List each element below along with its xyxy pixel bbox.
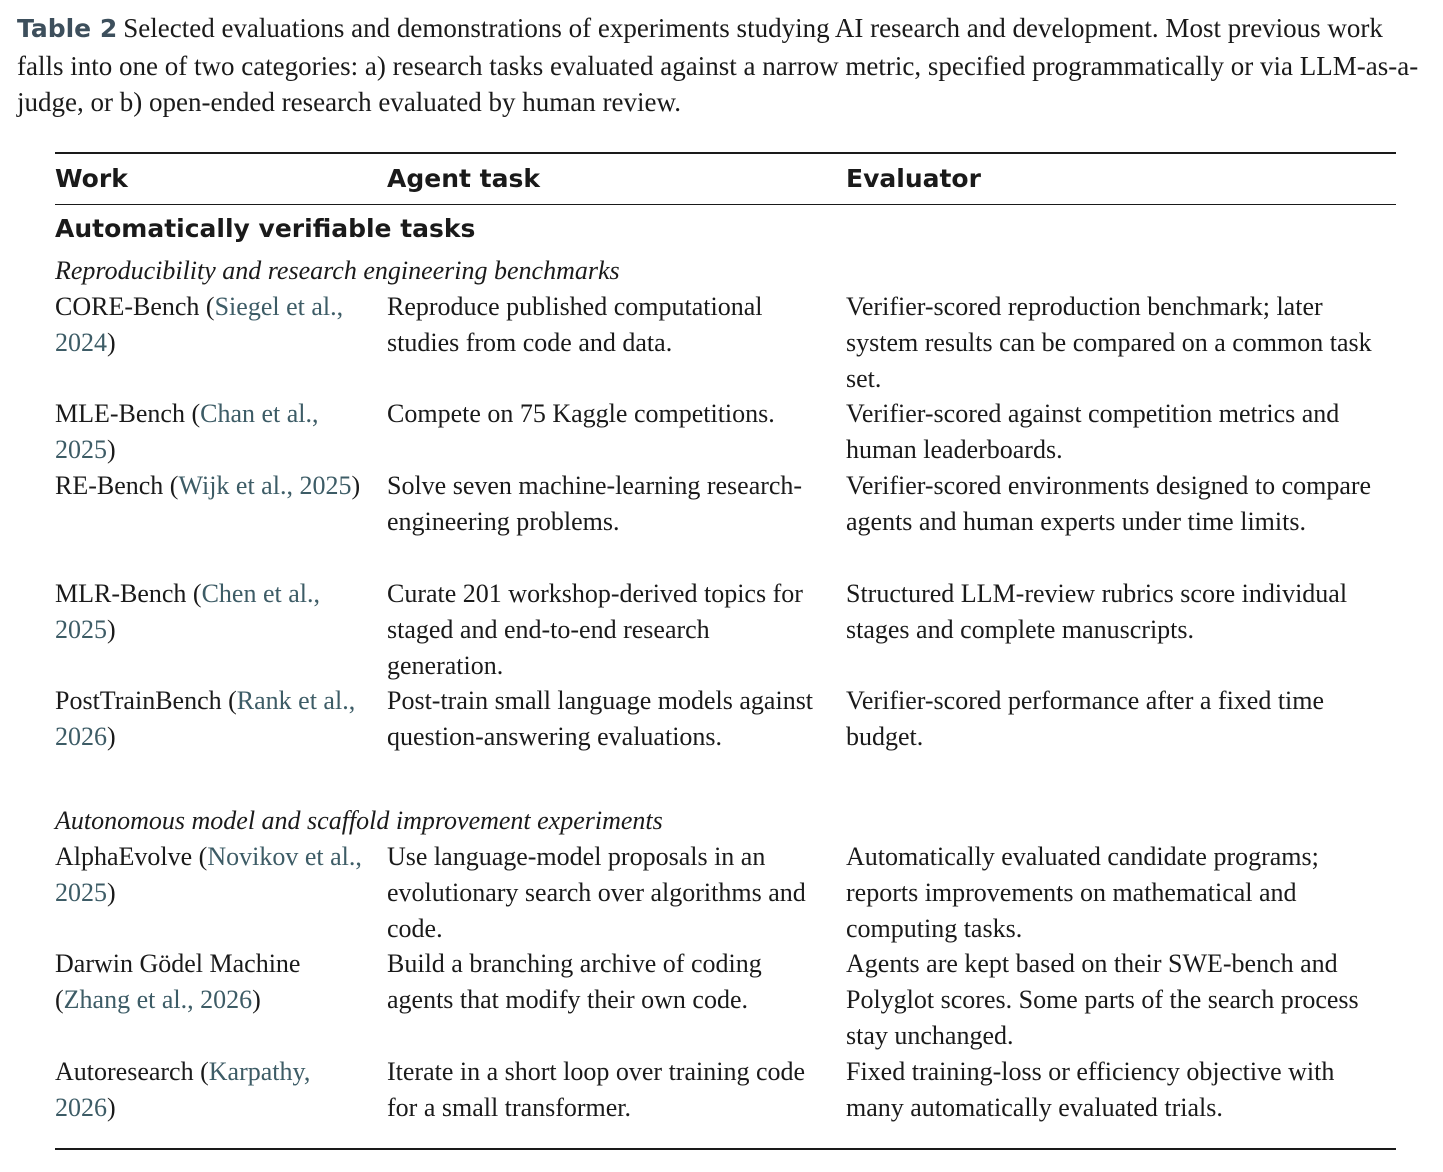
work-cell: RE-Bench (Wijk et al., 2025) [55, 471, 361, 500]
table-row [55, 683, 1396, 791]
agent-task-cell: Curate 201 workshop-derived topics for staged and end-to-end research generation. [387, 579, 803, 680]
table-row [55, 468, 1396, 576]
agent-task-cell: Use language-model proposals in an evolutionary search over algorithms and code. [387, 842, 806, 943]
citation-link[interactable]: Wijk et al., 2025 [178, 471, 352, 500]
agent-task-cell: Compete on 75 Kaggle competitions. [387, 399, 775, 428]
evaluator-cell: Automatically evaluated candidate programs; reports improvements on mathematical and computing tasks. [846, 842, 1319, 943]
work-cell: AlphaEvolve (Novikov et al., 2025) [55, 842, 362, 907]
citation-link[interactable]: Chen et al., 2025 [55, 579, 321, 644]
header-agent-task: Agent task [387, 164, 540, 193]
work-cell: Autoresearch (Karpathy, 2026) [55, 1057, 311, 1122]
caption-text: Selected evaluations and demonstrations of experiments studying AI research and development. Most previous work falls into one of two categories: a) research tasks evaluated against a narrow metric, specified programmatically or via LLM-as-a-judge, or b) open-ended research evaluated by human review. [17, 13, 1419, 117]
agent-task-cell: Build a branching archive of coding agents that modify their own code. [387, 949, 762, 1014]
evaluator-cell: Verifier-scored environments designed to compare agents and human experts under time limits. [846, 471, 1372, 536]
comparison-table [55, 152, 1396, 1126]
table-bottom-rule [55, 1148, 1396, 1150]
citation-link[interactable]: Chan et al., 2025 [55, 399, 319, 464]
work-cell: Darwin Gödel Machine (Zhang et al., 2026) [55, 949, 301, 1014]
work-cell: PostTrainBench (Rank et al., 2026) [55, 686, 356, 751]
evaluator-cell: Verifier-scored reproduction benchmark; later system results can be compared on a common task set. [846, 292, 1372, 393]
work-cell: MLR-Bench (Chen et al., 2025) [55, 579, 321, 644]
agent-task-cell: Reproduce published computational studies from code and data. [387, 292, 763, 357]
evaluator-cell: Agents are kept based on their SWE-bench and Polyglot scores. Some parts of the search process stay unchanged. [846, 949, 1359, 1050]
evaluator-cell: Structured LLM-review rubrics score individual stages and complete manuscripts. [846, 579, 1348, 644]
citation-link[interactable]: Zhang et al., 2026 [63, 985, 253, 1014]
evaluator-cell: Fixed training-loss or efficiency objective with many automatically evaluated trials. [846, 1057, 1335, 1122]
table-header-row [55, 154, 1396, 204]
header-work: Work [55, 164, 128, 193]
table-row [55, 576, 1396, 683]
group-heading: Reproducibility and research engineering benchmarks [55, 256, 620, 285]
evaluator-cell: Verifier-scored performance after a fixed time budget. [846, 686, 1325, 751]
work-cell: MLE-Bench (Chan et al., 2025) [55, 399, 319, 464]
work-cell: CORE-Bench (Siegel et al., 2024) [55, 292, 344, 357]
agent-task-cell: Post-train small language models against question-answering evaluations. [387, 686, 814, 751]
agent-task-cell: Iterate in a short loop over training code for a small transformer. [387, 1057, 806, 1122]
citation-link[interactable]: Novikov et al., 2025 [55, 842, 362, 907]
group-heading: Autonomous model and scaffold improvement experiments [55, 806, 663, 835]
table-caption [17, 10, 1433, 121]
citation-link[interactable]: Rank et al., 2026 [55, 686, 356, 751]
citation-link[interactable]: Siegel et al., 2024 [55, 292, 344, 357]
table-row [55, 396, 1396, 468]
table-row [55, 289, 1396, 396]
section-heading: Automatically verifiable tasks [55, 214, 476, 243]
table-label: Table 2 [17, 14, 118, 43]
evaluator-cell: Verifier-scored against competition metrics and human leaderboards. [846, 399, 1340, 464]
agent-task-cell: Solve seven machine-learning research-engineering problems. [387, 471, 803, 536]
table-row [55, 839, 1396, 946]
citation-link[interactable]: Karpathy, 2026 [55, 1057, 311, 1122]
table-row [55, 1054, 1396, 1126]
table-row [55, 946, 1396, 1054]
header-evaluator: Evaluator [846, 164, 981, 193]
